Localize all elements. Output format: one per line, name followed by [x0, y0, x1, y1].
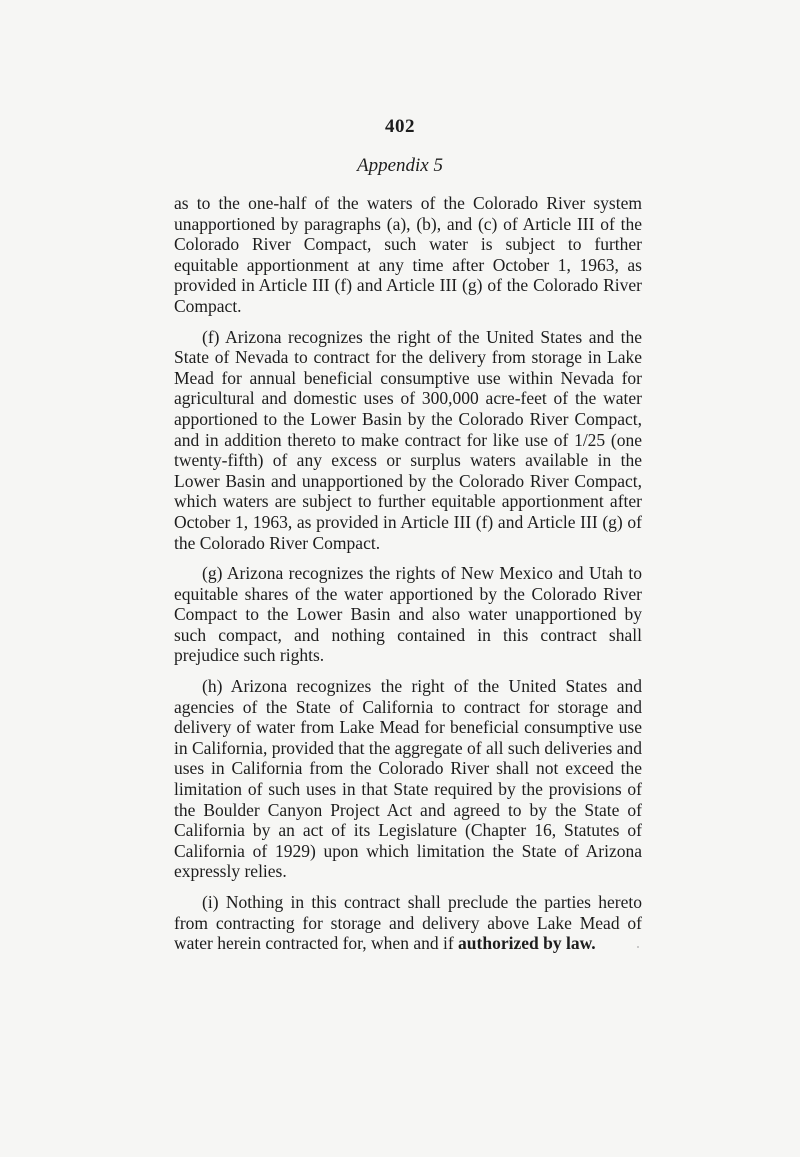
scan-speck: [637, 946, 639, 948]
paragraph-i-text: (i) Nothing in this contract shall preclude the parties hereto from contracting for storage and delivery above Lake Mead of water herein contracted for, when and if: [174, 892, 642, 954]
paragraph-continuation: as to the one-half of the waters of the Colorado River system unapportioned by paragraphs (a), (b), and (c) of Article III of the Colorado River Compact, such water is subject to further equitable apportionment at any time after October 1, 1963, as provided in Article III (f) and Article III (g) of the Colorado River Compact.: [174, 193, 642, 316]
body-text: [174, 193, 642, 964]
paragraph-i: [174, 892, 642, 954]
paragraph-f: (f) Arizona recognizes the right of the United States and the State of Nevada to contract for the delivery from storage in Lake Mead for annual beneficial consumptive use within Nevada for agricultural and domestic uses of 300,000 acre-feet of the water apportioned to the Lower Basin by the Colorado River Compact, and in addition thereto to make contract for like use of 1/25 (one twenty-fifth) of any excess or surplus waters available in the Lower Basin and unapportioned by the Colorado River Compact, which waters are subject to further equitable apportionment after October 1, 1963, as provided in Article III (f) and Article III (g) of the Colorado River Compact.: [174, 326, 642, 553]
paragraph-h: (h) Arizona recognizes the right of the United States and agencies of the State of California to contract for storage and delivery of water from Lake Mead for beneficial consumptive use in California, provided that the aggregate of all such deliveries and uses in California from the Colorado River shall not exceed the limitation of such uses in that State required by the provisions of the Boulder Canyon Project Act and agreed to by the State of California by an act of its Legislature (Chapter 16, Statutes of California of 1929) upon which limitation the State of Arizona expressly relies.: [174, 676, 642, 882]
paragraph-g: (g) Arizona recognizes the rights of New Mexico and Utah to equitable shares of the water apportioned by the Colorado River Compact to the Lower Basin and also water unapportioned by such compact, and nothing contained in this contract shall prejudice such rights.: [174, 563, 642, 666]
running-head: Appendix 5: [356, 155, 443, 176]
page-number: 402: [385, 116, 415, 137]
paragraph-i-bold-tail: authorized by law.: [458, 933, 596, 954]
